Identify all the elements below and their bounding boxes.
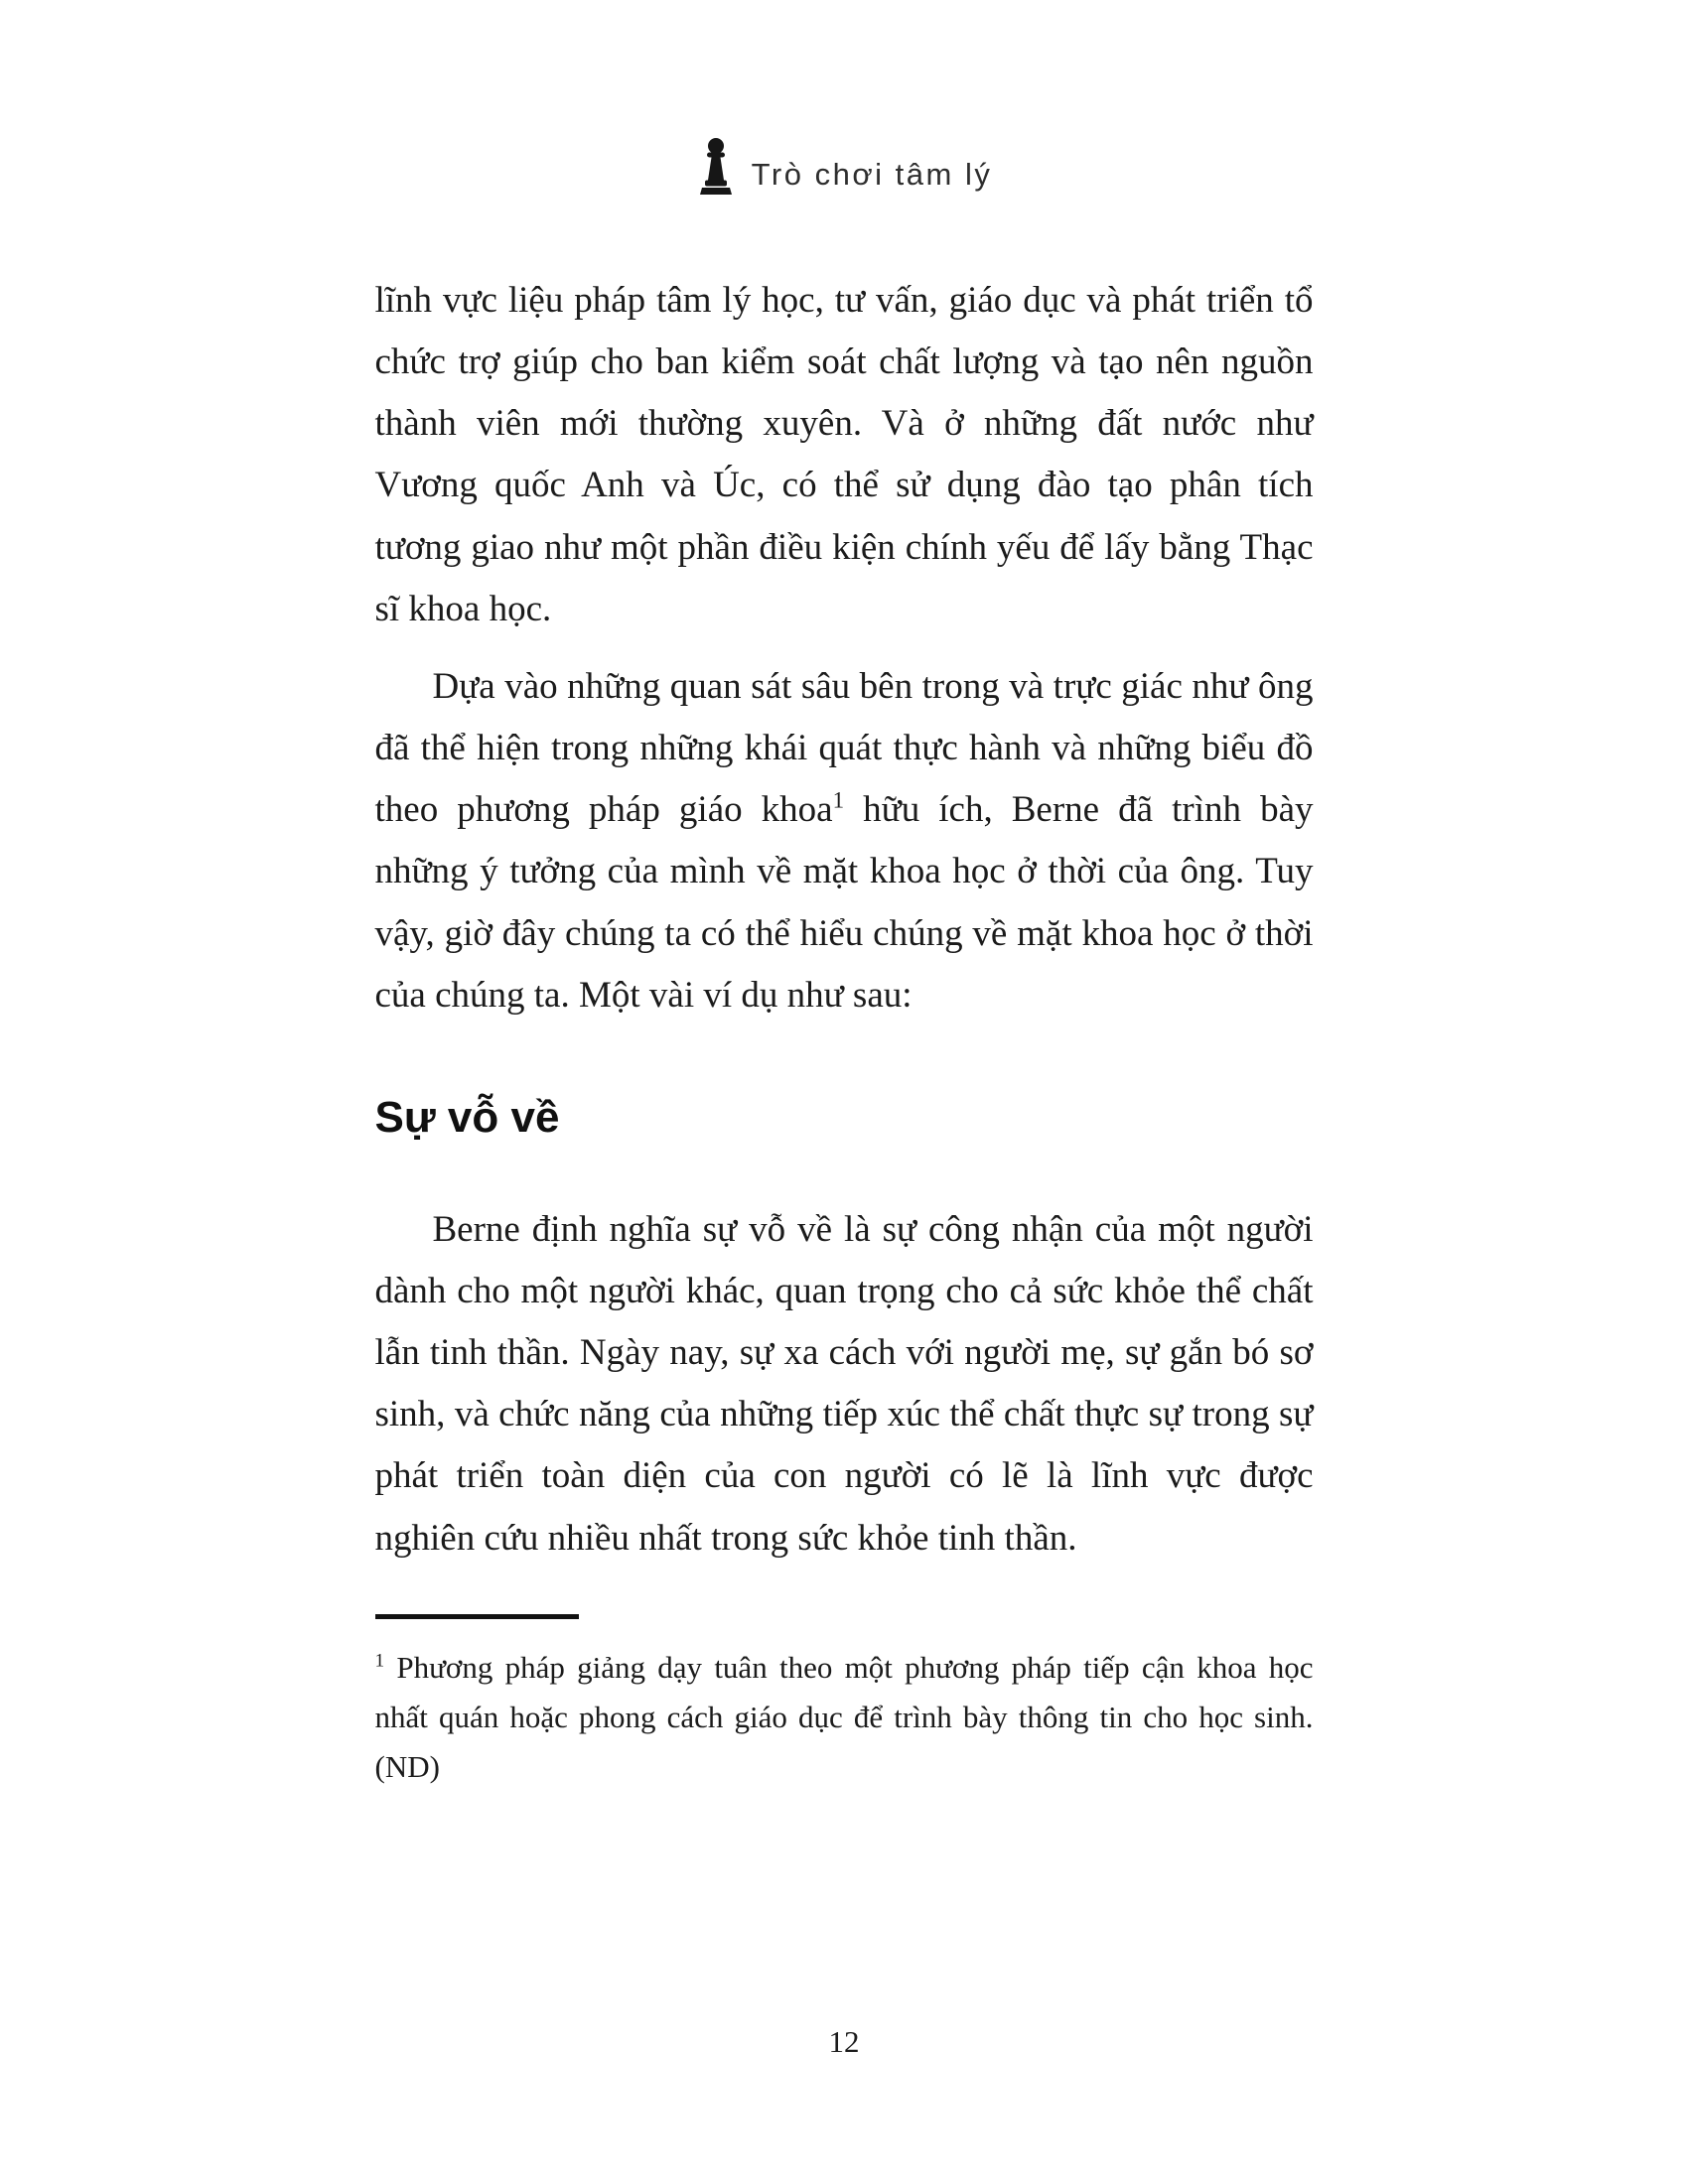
paragraph-1: lĩnh vực liệu pháp tâm lý học, tư vấn, giáo dục và phát triển tổ chức trợ giúp cho ban kiểm soát chất lượng và tạo nên nguồn thành viên mới thường xuyên. Và ở những đất nước như Vương quốc Anh và Úc, có thể sử dụng đào tạo phân tích tương giao như một phần điều kiện chính yếu để lấy bằng Thạc sĩ khoa học. xyxy=(374,280,1314,629)
paragraph-2-text-before: Dựa vào những quan sát sâu bên trong và trực giác như ông đã thể hiện trong những khái quát thực hành và những biểu đồ theo phương pháp giáo khoa xyxy=(374,665,1314,831)
footnote-divider xyxy=(375,1614,579,1619)
page-content xyxy=(375,0,1314,1792)
paragraph-2-text-after: hữu ích, Berne đã trình bày những ý tưởng của mình về mặt khoa học ở thời của ông. Tuy vậy, giờ đây chúng ta có thể hiểu chúng về mặt khoa học ở thời của chúng ta. Một vài ví dụ như sau: xyxy=(374,789,1314,1016)
chess-pawn-icon xyxy=(696,137,736,199)
section-heading: Sự vỗ về xyxy=(374,1092,560,1142)
paragraph-3: Berne định nghĩa sự vỗ về là sự công nhận của một người dành cho một người khác, quan trọng cho cả sức khỏe thể chất lẫn tinh thần. Ngày nay, sự xa cách với người mẹ, sự gắn bó sơ sinh, và chức năng của những tiếp xúc thể chất thực sự trong sự phát triển toàn diện của con người có lẽ là lĩnh vực được nghiên cứu nhiều nhất trong sức khỏe tinh thần. xyxy=(374,1208,1314,1559)
footnote-text: Phương pháp giảng dạy tuân theo một phương pháp tiếp cận khoa học nhất quán hoặc phong cách giáo dục để trình bày thông tin cho học sinh. (ND) xyxy=(374,1649,1314,1785)
footnote-marker: 1 xyxy=(374,1650,385,1672)
page-header xyxy=(375,137,1314,199)
book-title: Trò chơi tâm lý xyxy=(751,157,993,192)
footnote-ref-marker: 1 xyxy=(832,787,845,813)
footnote xyxy=(375,1643,1314,1793)
page-number: 12 xyxy=(828,2024,860,2059)
paragraph-2 xyxy=(375,656,1314,1026)
body-text xyxy=(375,270,1314,1570)
